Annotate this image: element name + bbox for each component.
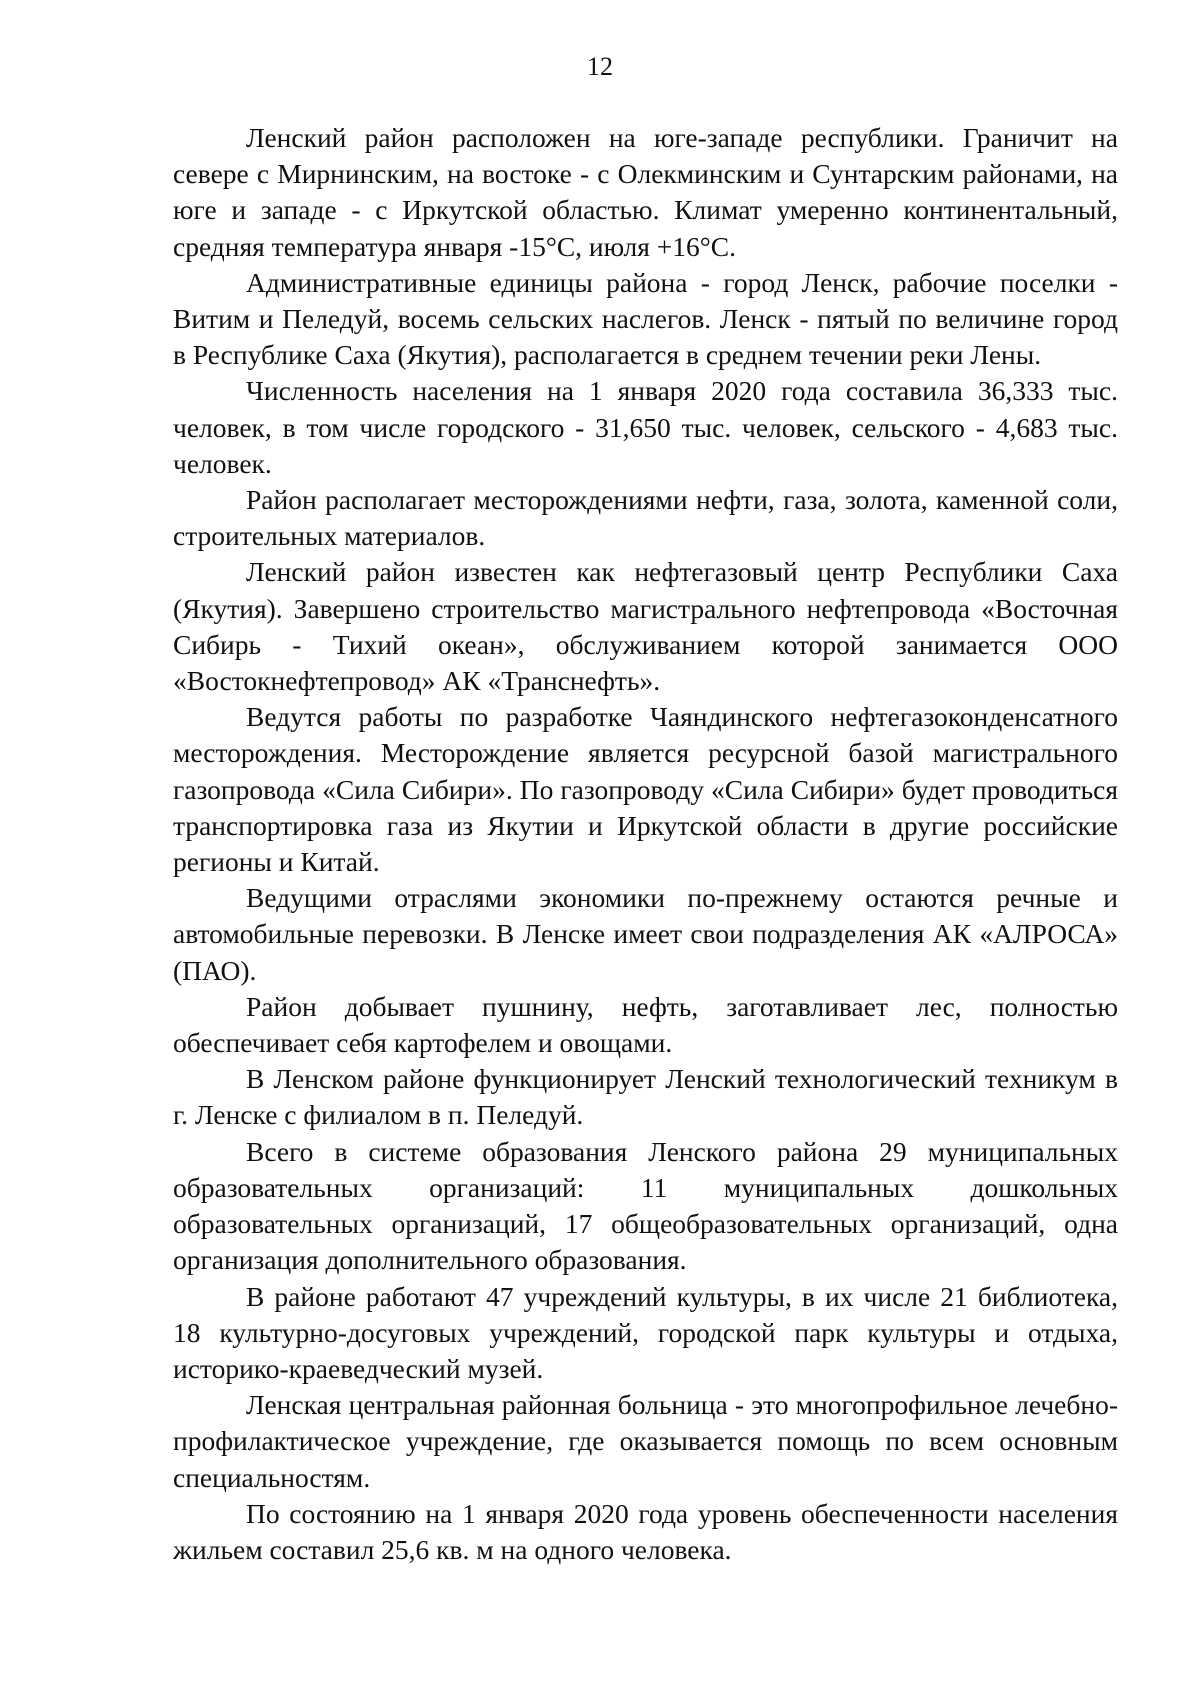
- paragraph-technical-college: В Ленском районе функционирует Ленский технологический техникум в г. Ленске с филиалом в п. Пеледуй.: [173, 1063, 1118, 1131]
- paragraph-oil-gas-center: Ленский район известен как нефтегазовый центр Республики Саха (Якутия). Завершено строительство магистрального нефтепровода «Восточная Сибирь - Тихий океан», обслуживанием которой занимается ООО «Востокнефтепровод» АК «Транснефть».: [173, 556, 1118, 697]
- paragraph-economy: Ведущими отраслями экономики по-прежнему остаются речные и автомобильные перевозки. В Ленске имеет свои подразделения АК «АЛРОСА» (ПАО).: [173, 882, 1118, 986]
- paragraph-education: Всего в системе образования Ленского района 29 муниципальных образовательных организаций: 11 муниципальных дошкольных образовательных организаций, 17 общеобразовательных организаций, одна организация дополнительного образования.: [173, 1135, 1118, 1276]
- paragraph-hospital: Ленская центральная районная больница - это многопрофильное лечебно-профилактическое учреждение, где оказывается помощь по всем основным специальностям.: [173, 1389, 1118, 1493]
- paragraph-deposits: Район располагает месторождениями нефти, газа, золота, каменной соли, строительных материалов.: [173, 484, 1118, 552]
- paragraph-chayanda-field: Ведутся работы по разработке Чаяндинского нефтегазоконденсатного месторождения. Месторождение является ресурсной базой магистрального газопровода «Сила Сибири». По газопроводу «Сила Сибири» будет проводиться транспортировка газа из Якутии и Иркутской области в другие российские регионы и Китай.: [173, 701, 1118, 878]
- paragraph-population: Численность населения на 1 января 2020 года составила 36,333 тыс. человек, в том числе городского - 31,650 тыс. человек, сельского - 4,683 тыс. человек.: [173, 375, 1118, 479]
- paragraph-production: Район добывает пушнину, нефть, заготавливает лес, полностью обеспечивает себя картофелем и овощами.: [173, 990, 1118, 1059]
- paragraph-culture: В районе работают 47 учреждений культуры, в их числе 21 библиотека, 18 культурно-досуговых учреждений, городской парк культуры и отдыха, историко-краеведческий музей.: [173, 1280, 1118, 1384]
- paragraph-administrative-units: Административные единицы района - город Ленск, рабочие поселки - Витим и Пеледуй, восемь сельских наслегов. Ленск - пятый по величине город в Республике Саха (Якутия), располагается в среднем течении реки Лены.: [173, 266, 1118, 371]
- paragraph-location: Ленский район расположен на юге-западе республики. Граничит на севере с Мирнинским, на востоке - с Олекминским и Сунтарским районами, на юге и западе - с Иркутской областью. Климат умеренно континентальный, средняя температура января -15°С, июля +16°С.: [173, 122, 1118, 262]
- page-number: 12: [587, 52, 613, 81]
- paragraph-housing: По состоянию на 1 января 2020 года уровень обеспеченности населения жильем составил 25,6 кв. м на одного человека.: [173, 1497, 1118, 1565]
- document-body: [173, 120, 1118, 1568]
